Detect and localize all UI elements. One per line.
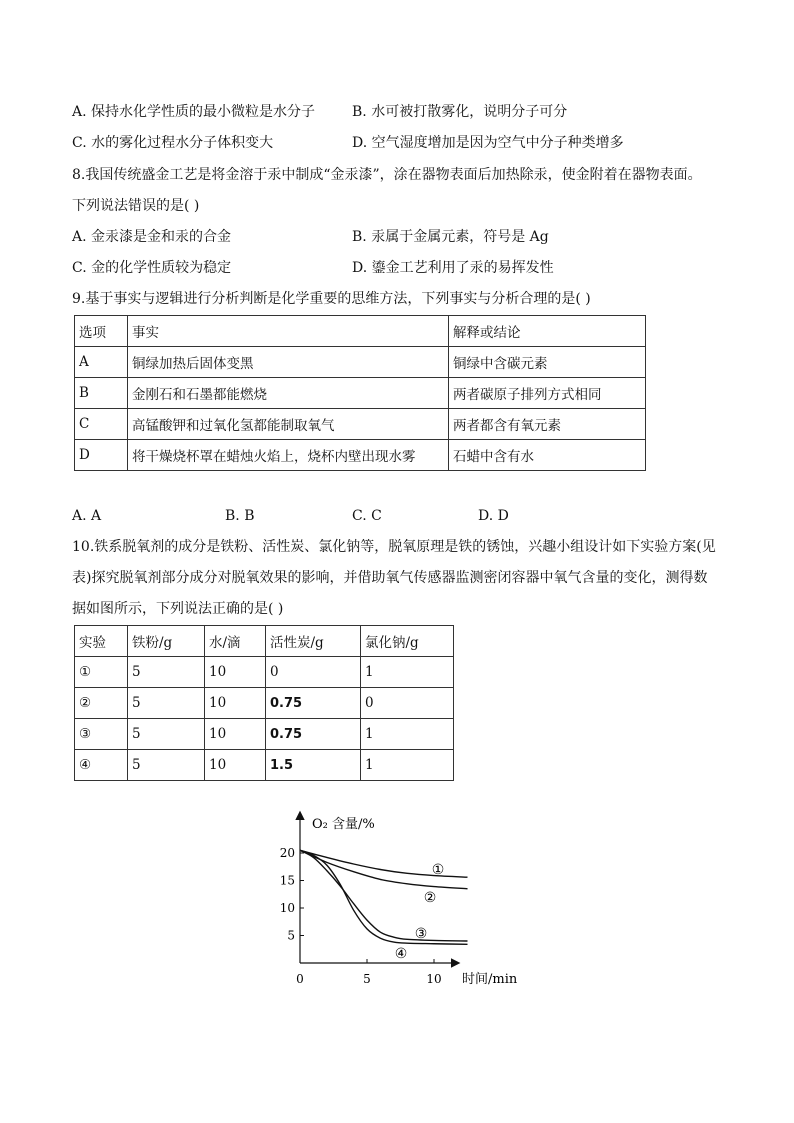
q9-option-a: A. A bbox=[72, 508, 102, 524]
table-cell: ③ bbox=[75, 719, 128, 750]
table-cell: 5 bbox=[128, 750, 205, 781]
table-cell: 铜绿加热后固体变黑 bbox=[128, 347, 449, 378]
table-header-cell: 解释或结论 bbox=[449, 316, 646, 347]
table-header-cell: 活性炭/g bbox=[266, 626, 361, 657]
table-cell: B bbox=[75, 378, 128, 409]
table-cell: 10 bbox=[205, 750, 266, 781]
q9-option-d: D. D bbox=[478, 508, 509, 524]
q7-option-c: C. 水的雾化过程水分子体积变大 bbox=[72, 135, 274, 151]
table-row bbox=[75, 719, 454, 750]
table-cell: 10 bbox=[205, 719, 266, 750]
table-row bbox=[75, 750, 454, 781]
y-tick-label: 15 bbox=[279, 873, 295, 888]
q8-option-a: A. 金汞漆是金和汞的合金 bbox=[72, 229, 232, 245]
table-cell: ② bbox=[75, 688, 128, 719]
table-cell: 将干燥烧杯罩在蜡烛火焰上，烧杯内壁出现水雾 bbox=[128, 440, 449, 471]
q10-table bbox=[74, 625, 454, 781]
q8-option-c: C. 金的化学性质较为稳定 bbox=[72, 260, 232, 276]
table-header-cell: 实验 bbox=[75, 626, 128, 657]
y-tick-label: 20 bbox=[279, 846, 295, 860]
table-cell: 0.75 bbox=[266, 719, 361, 750]
table-cell: 1 bbox=[361, 657, 454, 688]
table-cell: 石蜡中含有水 bbox=[449, 440, 646, 471]
table-row bbox=[75, 657, 454, 688]
table-cell: C bbox=[75, 409, 128, 440]
q9-option-c: C. C bbox=[352, 508, 382, 524]
table-cell: 两者都含有氧元素 bbox=[449, 409, 646, 440]
q9-option-b: B. B bbox=[225, 508, 255, 524]
q7-option-a: A. 保持水化学性质的最小微粒是水分子 bbox=[72, 104, 316, 120]
table-header-cell: 选项 bbox=[75, 316, 128, 347]
table-cell: 10 bbox=[205, 657, 266, 688]
table-cell: 两者碳原子排列方式相同 bbox=[449, 378, 646, 409]
table-cell: 高锰酸钾和过氧化氢都能制取氧气 bbox=[128, 409, 449, 440]
table-row bbox=[75, 688, 454, 719]
table-cell: 1 bbox=[361, 750, 454, 781]
table-header-cell: 氯化钠/g bbox=[361, 626, 454, 657]
y-tick-label: 5 bbox=[287, 928, 295, 943]
q7-option-d: D. 空气湿度增加是因为空气中分子种类增多 bbox=[352, 135, 624, 151]
y-axis-label: O₂ 含量/% bbox=[312, 817, 375, 832]
q10-stem-line1: 10.铁系脱氧剂的成分是铁粉、活性炭、氯化钠等，脱氧原理是铁的锈蚀，兴趣小组设计如下实验方案(见 bbox=[72, 539, 716, 555]
table-cell: 1.5 bbox=[266, 750, 361, 781]
table-row bbox=[75, 440, 646, 471]
x-tick-label: 10 bbox=[426, 972, 442, 986]
table-cell: 1 bbox=[361, 719, 454, 750]
q8-option-d: D. 鎏金工艺利用了汞的易挥发性 bbox=[352, 260, 554, 276]
x-axis-label: 时间/min bbox=[462, 972, 518, 987]
table-cell: A bbox=[75, 347, 128, 378]
table-header-row bbox=[75, 626, 454, 657]
q8-option-b: B. 汞属于金属元素，符号是 Ag bbox=[352, 229, 549, 245]
q7-option-b: B. 水可被打散雾化，说明分子可分 bbox=[352, 104, 568, 120]
series-label-2: ② bbox=[423, 890, 437, 906]
series-label-4: ④ bbox=[394, 946, 408, 962]
table-header-cell: 铁粉/g bbox=[128, 626, 205, 657]
q9-table bbox=[74, 315, 646, 471]
table-cell: 0 bbox=[361, 688, 454, 719]
table-cell: ④ bbox=[75, 750, 128, 781]
table-row bbox=[75, 378, 646, 409]
table-cell: ① bbox=[75, 657, 128, 688]
series-label-1: ① bbox=[431, 862, 445, 878]
table-cell: 金刚石和石墨都能燃烧 bbox=[128, 378, 449, 409]
table-cell: D bbox=[75, 440, 128, 471]
q8-stem-line2: 下列说法错误的是( ) bbox=[72, 198, 200, 214]
table-row bbox=[75, 409, 646, 440]
x-tick-label: 5 bbox=[363, 972, 371, 986]
table-row bbox=[75, 347, 646, 378]
table-cell: 5 bbox=[128, 688, 205, 719]
table-cell: 0.75 bbox=[266, 688, 361, 719]
table-cell: 10 bbox=[205, 688, 266, 719]
q8-stem-line1: 8.我国传统盛金工艺是将金溶于汞中制成“金汞漆”，涂在器物表面后加热除汞，使金附着在器物表面。 bbox=[72, 167, 702, 183]
q10-stem-line2: 表)探究脱氧剂部分成分对脱氧效果的影响，并借助氧气传感器监测密闭容器中氧气含量的变化，测得数 bbox=[72, 570, 708, 586]
table-header-cell: 事实 bbox=[128, 316, 449, 347]
table-header-row bbox=[75, 316, 646, 347]
series-label-3: ③ bbox=[414, 926, 428, 942]
q9-stem: 9.基于事实与逻辑进行分析判断是化学重要的思维方法，下列事实与分析合理的是( ) bbox=[72, 291, 591, 307]
table-cell: 0 bbox=[266, 657, 361, 688]
table-cell: 5 bbox=[128, 657, 205, 688]
table-cell: 5 bbox=[128, 719, 205, 750]
table-cell: 铜绿中含碳元素 bbox=[449, 347, 646, 378]
y-tick-label: 10 bbox=[279, 901, 295, 915]
table-header-cell: 水/滴 bbox=[205, 626, 266, 657]
origin-label: 0 bbox=[296, 972, 304, 986]
q10-stem-line3: 据如图所示，下列说法正确的是( ) bbox=[72, 601, 284, 617]
o2-content-chart bbox=[260, 805, 540, 995]
